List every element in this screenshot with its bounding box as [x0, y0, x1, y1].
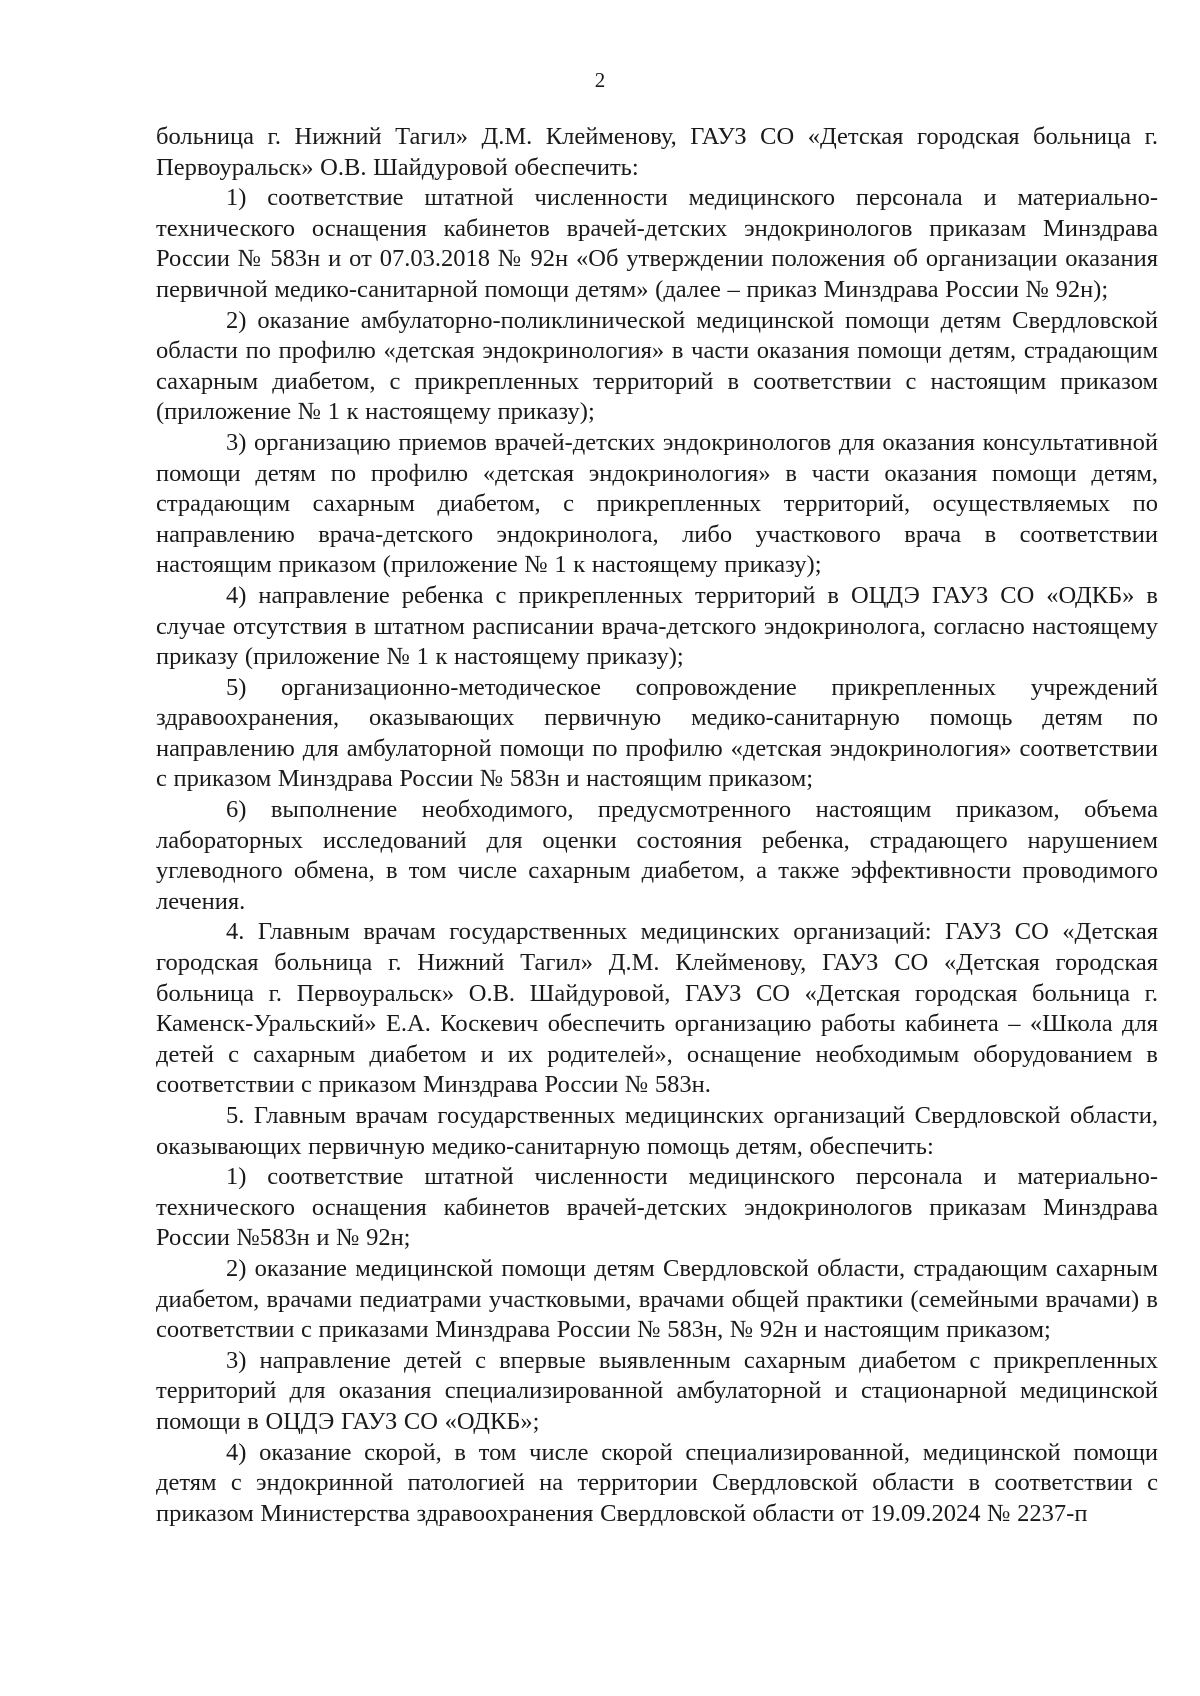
page-number: 2	[594, 68, 606, 92]
paragraph-item-5-3: 3) направление детей с впервые выявленным сахарным диабетом с прикрепленных территорий для оказания специализированной амбулаторной и стационарной медицинской помощи в ОЦДЭ ГАУЗ СО «ОДКБ»;	[156, 1346, 1158, 1435]
paragraph-section-5: 5. Главным врачам государственных медицинских организаций Свердловской области, оказывающих первичную медико-санитарную помощь детям, обеспечить:	[156, 1102, 1158, 1160]
paragraph-item-5-2: 2) оказание медицинской помощи детям Свердловской области, страдающим сахарным диабетом, врачами педиатрами участковыми, врачами общей практики (семейными врачами) в соответствии с приказами Минздрава России № 583н, № 92н и настоящим приказом;	[156, 1254, 1158, 1344]
paragraph-item-3-6: 6) выполнение необходимого, предусмотренного настоящим приказом, объема лабораторных исследований для оценки состояния ребенка, страдающего нарушением углеводного обмена, в том числе сахарным диабетом, а также эффективности проводимого лечения.	[156, 796, 1158, 915]
paragraph-item-3-1: 1) соответствие штатной численности медицинского персонала и материально-технического оснащения кабинетов врачей-детских эндокринологов приказам Минздрава России № 583н и от 07.03.2018 № 92н «Об утверждении положения об организации оказания первичной медико-санитарной помощи детям» (далее – приказ Минздрава России № 92н);	[156, 184, 1158, 303]
paragraph-item-3-3: 3) организацию приемов врачей-детских эндокринологов для оказания консультативной помощи детям по профилю «детская эндокринология» в части оказания помощи детям, страдающим сахарным диабетом, с прикрепленных территорий, осуществляемых по направлению врача-детского эндокринолога, либо участкового врача в соответствии настоящим приказом (приложение № 1 к настоящему приказу);	[156, 428, 1158, 579]
paragraph-item-5-4: 4) оказание скорой, в том числе скорой специализированной, медицинской помощи детям с эндокринной патологией на территории Свердловской области в соответствии с приказом Министерства здравоохранения Свердловской области от 19.09.2024 № 2237-п	[156, 1438, 1158, 1527]
paragraph-section-4: 4. Главным врачам государственных медицинских организаций: ГАУЗ СО «Детская городская больница г. Нижний Тагил» Д.М. Клейменову, ГАУЗ СО «Детская городская больница г. Первоуральск» О.В. Шайдуровой, ГАУЗ СО «Детская городская больница г. Каменск-Уральский» Е.А. Коскевич обеспечить организацию работы кабинета – «Школа для детей с сахарным диабетом и их родителей», оснащение необходимым оборудованием в соответствии с приказом Минздрава России № 583н.	[156, 918, 1158, 1099]
paragraph-item-3-4: 4) направление ребенка с прикрепленных территорий в ОЦДЭ ГАУЗ СО «ОДКБ» в случае отсутствия в штатном расписании врача-детского эндокринолога, согласно настоящему приказу (приложение № 1 к настоящему приказу);	[156, 581, 1158, 671]
document-body	[156, 122, 1158, 1529]
paragraph-continuation: больница г. Нижний Тагил» Д.М. Клейменову, ГАУЗ СО «Детская городская больница г. Первоуральск» О.В. Шайдуровой обеспечить:	[156, 123, 1158, 181]
paragraph-item-3-5: 5) организационно-методическое сопровождение прикрепленных учреждений здравоохранения, оказывающих первичную медико-санитарную помощь детям по направлению для амбулаторной помощи по профилю «детская эндокринология» соответствии с приказом Минздрава России № 583н и настоящим приказом;	[156, 673, 1158, 793]
paragraph-item-5-1: 1) соответствие штатной численности медицинского персонала и материально-технического оснащения кабинетов врачей-детских эндокринологов приказам Минздрава России №583н и № 92н;	[156, 1163, 1158, 1252]
paragraph-item-3-2: 2) оказание амбулаторно-поликлинической медицинской помощи детям Свердловской области по профилю «детская эндокринология» в части оказания помощи детям, страдающим сахарным диабетом, с прикрепленных территорий в соответствии с настоящим приказом (приложение № 1 к настоящему приказу);	[156, 306, 1158, 426]
